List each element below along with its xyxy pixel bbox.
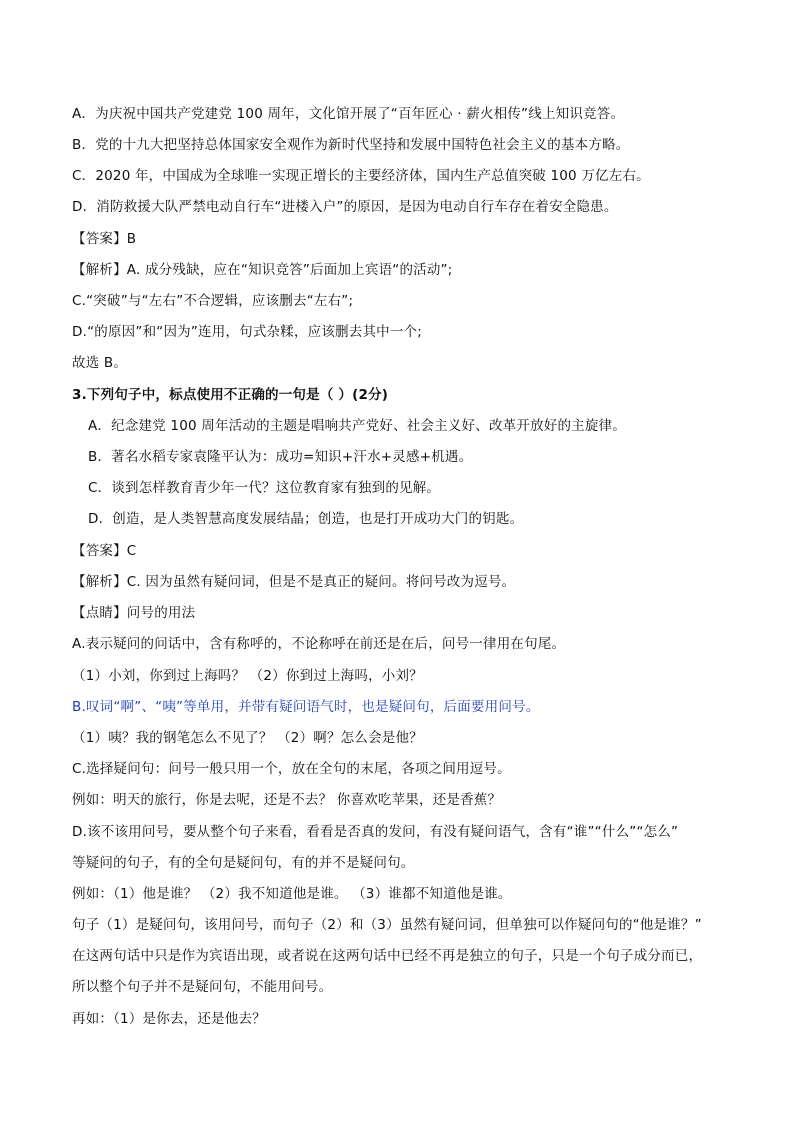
- tip-line-3: B.叹词“啊”、“咦”等单用，并带有疑问语气时，也是疑问句，后面要用问号。: [72, 699, 540, 715]
- q3-option-d: D．创造，是人类智慧高度发展结晶；创造，也是打开成功大门的钥匙。: [88, 511, 524, 527]
- q2-option-a: A．为庆祝中国共产党建党 100 周年，文化馆开展了“百年匠心 · 薪火相传”线上知识竞答。: [72, 106, 625, 122]
- tip-line-13: 再如：（1）是你去，还是他去？: [72, 1011, 266, 1027]
- tip-line-11: 在这两句话中只是作为宾语出现，或者说在这两句话中已经不再是独立的句子，只是一个句子成分而已，: [72, 948, 703, 964]
- tip-line-2: （1）小刘，你到过上海吗？ （2）你到过上海吗，小刘？: [72, 668, 423, 684]
- q3-stem: 3.下列句子中，标点使用不正确的一句是（ ）(2分): [72, 387, 389, 403]
- q2-option-c: C．2020 年，中国成为全球唯一实现正增长的主要经济体，国内生产总值突破 100 万亿左右。: [72, 168, 650, 184]
- q3-answer: 【答案】C: [72, 543, 137, 559]
- tip-line-10: 句子（1）是疑问句，该用问号，而句子（2）和（3）虽然有疑问词，但单独可以作疑问句的“他是谁？”: [72, 917, 702, 933]
- q2-analysis-line-2: C.“突破”与“左右”不合逻辑，应该删去“左右”;: [72, 293, 354, 309]
- q2-analysis-line-1: 【解析】A. 成分残缺，应在“知识竞答”后面加上宾语“的活动”;: [72, 262, 453, 278]
- tip-line-9: 例如：（1）他是谁？ （2）我不知道他是谁。 （3）谁都不知道他是谁。: [72, 886, 512, 902]
- q3-option-c: C．谈到怎样教育青少年一代？这位教育家有独到的见解。: [88, 480, 441, 496]
- q2-analysis-line-3: D.“的原因”和“因为”连用，句式杂糅，应该删去其中一个;: [72, 324, 423, 340]
- tip-line-12: 所以整个句子并不是疑问句，不能用问号。: [72, 979, 333, 995]
- tip-line-4: （1）咦？我的钢笔怎么不见了？ （2）啊？怎么会是他？: [72, 730, 423, 746]
- tip-line-7: D.该不该用问号，要从整个句子来看，看看是否真的发问，有没有疑问语气，含有“谁”“什么”“怎么”: [72, 824, 679, 840]
- tip-line-6: 例如：明天的旅行，你是去呢，还是不去？ 你喜欢吃苹果，还是香蕉？: [72, 792, 502, 808]
- q3-analysis: 【解析】C. 因为虽然有疑问词，但是不是真正的疑问。将问号改为逗号。: [72, 574, 516, 590]
- tip-line-5: C.选择疑问句：问号一般只用一个，放在全句的末尾，各项之间用逗号。: [72, 761, 511, 777]
- q2-answer: 【答案】B: [72, 231, 137, 247]
- q3-tip-title: 【点睛】问号的用法: [72, 605, 196, 621]
- q2-option-d: D．消防救援大队严禁电动自行车“进楼入户”的原因，是因为电动自行车存在着安全隐患。: [72, 199, 618, 215]
- q3-option-b: B．著名水稻专家袁隆平认为：成功=知识+汗水+灵感+机遇。: [88, 449, 473, 465]
- tip-line-8: 等疑问的句子，有的全句是疑问句，有的并不是疑问句。: [72, 855, 415, 871]
- tip-line-1: A.表示疑问的问话中，含有称呼的，不论称呼在前还是在后，问号一律用在句尾。: [72, 636, 566, 652]
- q2-analysis-line-4: 故选 B。: [72, 355, 128, 371]
- q2-option-b: B．党的十九大把坚持总体国家安全观作为新时代坚持和发展中国特色社会主义的基本方略。: [72, 137, 630, 153]
- q3-option-a: A．纪念建党 100 周年活动的主题是唱响共产党好、社会主义好、改革开放好的主旋律。: [88, 418, 626, 434]
